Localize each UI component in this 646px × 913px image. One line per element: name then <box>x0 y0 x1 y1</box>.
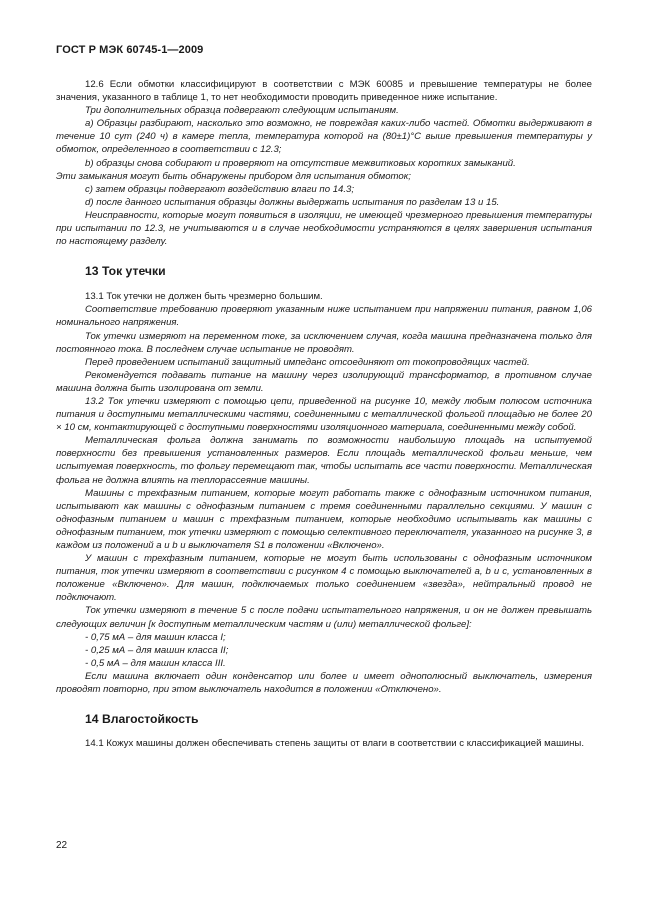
limit-class-iii: - 0,5 мА – для машин класса III. <box>85 657 226 669</box>
clause-13-2-three-phase-only: У машин с трехфазным питанием, которые не могут быть использованы с однофазным источником питания, ток утечки измеряют в соответствии с рисунком 4 с помощью выключателей а, b и с, установленных в положение «Включено». Для машин, подключаемых только соединением «звезда», нейтральный провод не подключают. <box>56 553 592 604</box>
clause-13-2-foil: Металлическая фольга должна занимать по возможности наибольшую площадь на испытуемой поверхности без превышения установленных размеров. Если площадь металлической фольги меньше, чем испытуемая поверхность, то фольгу перемещают так, чтобы испытать все части поверхности. Металлическая фольга не должна влиять на теплорассеяние машины. <box>56 435 592 486</box>
page-number: 22 <box>56 840 68 851</box>
clause-13-1-compliance: Соответствие требованию проверяют указанным ниже испытанием при напряжении питания, равном 1,06 номинального напряжения. <box>56 304 592 329</box>
clause-13-1-ac-measurement: Ток утечки измеряют на переменном токе, за исключением случая, когда машина предназначена только для постоянного тока. В последнем случае испытание не проводят. <box>56 330 592 355</box>
clause-12-6-item-a: а) Образцы разбирают, насколько это возможно, не повреждая каких-либо частей. Обмотки выдерживают в течение 10 сут (240 ч) в камере тепла, температура которой на (80±1)°С выше превышения температуры у обмоток, определенного в соответствии с 12.3; <box>56 118 592 156</box>
clause-13-2: 13.2 Ток утечки измеряют с помощью цепи, приведенной на рисунке 10, между любым полюсом источника питания и доступными металлическими частями, соединенными с металлической фольгой площадью не более 20 × 10 см, контактирующей с доступными поверхностями изоляционного материала, соединенными между собой. <box>56 395 592 434</box>
clause-13-1: 13.1 Ток утечки не должен быть чрезмерно большим. <box>85 291 323 303</box>
clause-12-6-faults: Неисправности, которые могут появиться в изоляции, не имеющей чрезмерного превышения температуры при испытании по 12.3, не учитываются и в случае необходимости устраняются в целях завершения испытания по настоящему разделу. <box>56 209 592 248</box>
clause-12-6-item-b: b) образцы снова собирают и проверяют на отсутствие межвитковых коротких замыканий. <box>85 157 516 169</box>
clause-14-1: 14.1 Кожух машины должен обеспечивать степень защиты от влаги в соответствии с классификацией машины. <box>85 738 584 750</box>
limit-class-ii: - 0,25 мА – для машин класса II; <box>85 644 229 656</box>
clause-13-2-capacitor: Если машина включает один конденсатор или более и имеет однополюсный выключатель, измерения проводят повторно, при этом выключатель находится в положении «Отключено». <box>56 670 592 696</box>
clause-13-2-limits-intro: Ток утечки измеряют в течение 5 с после подачи испытательного напряжения, и он не должен превышать следующих величин [к доступным металлическим частям и (или) металлической фольге]: <box>56 605 592 630</box>
clause-12-6-intro: 12.6 Если обмотки классифицируют в соответствии с МЭК 60085 и превышение температуры не более значения, указанного в таблице 1, то нет необходимости проводить приведенное ниже испытание. <box>56 79 592 104</box>
section-14-heading: 14 Влагостойкость <box>85 712 199 727</box>
clause-13-1-transformer: Рекомендуется подавать питание на машину через изолирующий трансформатор, в противном случае машина должна быть изолирована от земли. <box>56 369 592 394</box>
clause-12-6-item-c: с) затем образцы подвергают воздействию влаги по 14.3; <box>85 183 355 195</box>
clause-13-1-impedance: Перед проведением испытаний защитный импеданс отсоединяют от токопроводящих частей. <box>85 356 530 368</box>
document-header: ГОСТ Р МЭК 60745-1—2009 <box>56 44 204 56</box>
clause-13-2-three-phase: Машины с трехфазным питанием, которые могут работать также с однофазным источником питания, испытывают как машины с однофазным питанием с тремя соединенными параллельно секциями. У машин с однофазным питанием и машин с трехфазным питанием, которые необходимо испытывать как машины с однофазным питанием, ток утечки измеряют с помощью селективного переключателя, указанного на рисунке 3, в каждом из положений а и b и выключателя S1 в положении «Включено». <box>56 487 592 551</box>
page-body <box>56 78 592 750</box>
clause-12-6-item-b-continuation: Эти замыкания могут быть обнаружены прибором для испытания обмоток; <box>56 170 411 182</box>
section-13-heading: 13 Ток утечки <box>85 264 166 279</box>
clause-12-6-samples: Три дополнительных образца подвергают следующим испытаниям. <box>85 105 399 117</box>
limit-class-i: - 0,75 мА – для машин класса I; <box>85 631 226 643</box>
clause-12-6-item-d: d) после данного испытания образцы должны выдержать испытания по разделам 13 и 15. <box>85 196 500 208</box>
